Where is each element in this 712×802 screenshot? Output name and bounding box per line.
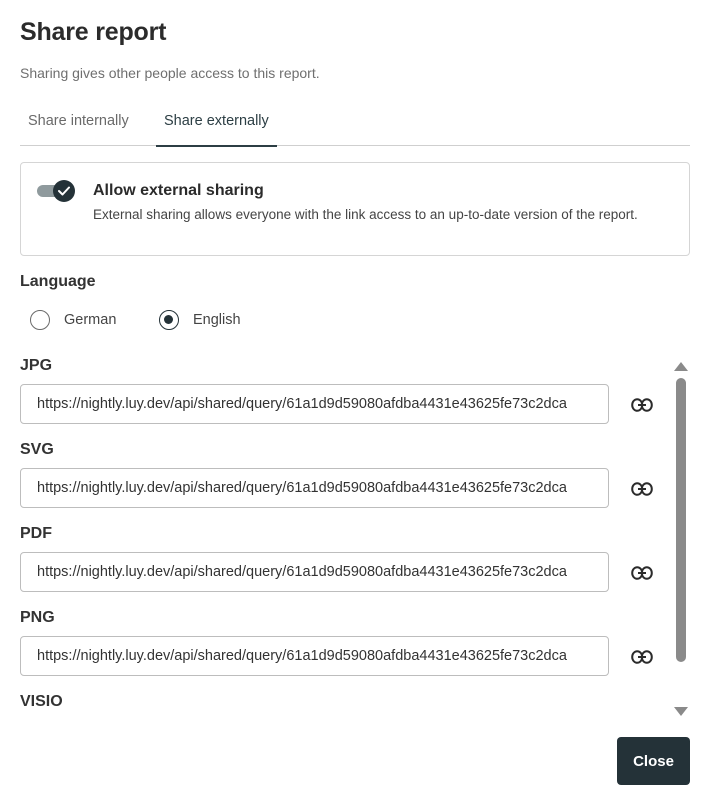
format-label: VISIO [20, 693, 63, 710]
tab-share-internally[interactable]: Share internally [28, 113, 129, 129]
dialog-subtitle: Sharing gives other people access to this report. [20, 65, 320, 81]
format-item-visio [20, 686, 690, 720]
format-item-png [20, 602, 690, 686]
format-label: PNG [20, 609, 55, 626]
format-label: PDF [20, 525, 52, 542]
scroll-down-arrow-icon[interactable] [674, 707, 688, 716]
scrollbar-thumb[interactable] [676, 378, 686, 662]
link-icon[interactable] [628, 560, 656, 586]
radio-circle-selected[interactable] [159, 310, 179, 330]
checkmark-icon [53, 180, 75, 202]
external-sharing-description: External sharing allows everyone with the link access to an up-to-date version of the report. [93, 207, 638, 222]
language-label: Language [20, 273, 96, 290]
external-sharing-title: Allow external sharing [93, 182, 264, 199]
radio-label: German [64, 312, 117, 328]
scroll-up-arrow-icon[interactable] [674, 362, 688, 371]
radio-label: English [193, 312, 241, 328]
external-sharing-card [20, 162, 690, 256]
format-item-svg [20, 434, 690, 518]
close-button[interactable]: Close [617, 737, 690, 785]
tab-bar [20, 104, 690, 146]
dialog-title: Share report [20, 18, 167, 46]
vertical-scrollbar[interactable] [673, 360, 689, 720]
format-links-list[interactable] [0, 350, 712, 720]
link-icon[interactable] [628, 392, 656, 418]
png-url-field[interactable] [20, 636, 609, 676]
radio-circle[interactable] [30, 310, 50, 330]
format-label: SVG [20, 441, 54, 458]
format-label: JPG [20, 357, 53, 374]
radio-german[interactable] [30, 309, 116, 331]
radio-english[interactable] [159, 309, 241, 331]
allow-external-sharing-toggle[interactable] [37, 179, 75, 203]
tab-share-externally[interactable]: Share externally [156, 104, 277, 146]
format-item-jpg [20, 350, 690, 434]
format-item-pdf [20, 518, 690, 602]
svg-url-field[interactable] [20, 468, 609, 508]
link-icon[interactable] [628, 476, 656, 502]
link-icon[interactable] [628, 644, 656, 670]
pdf-url-field[interactable] [20, 552, 609, 592]
jpg-url-field[interactable] [20, 384, 609, 424]
